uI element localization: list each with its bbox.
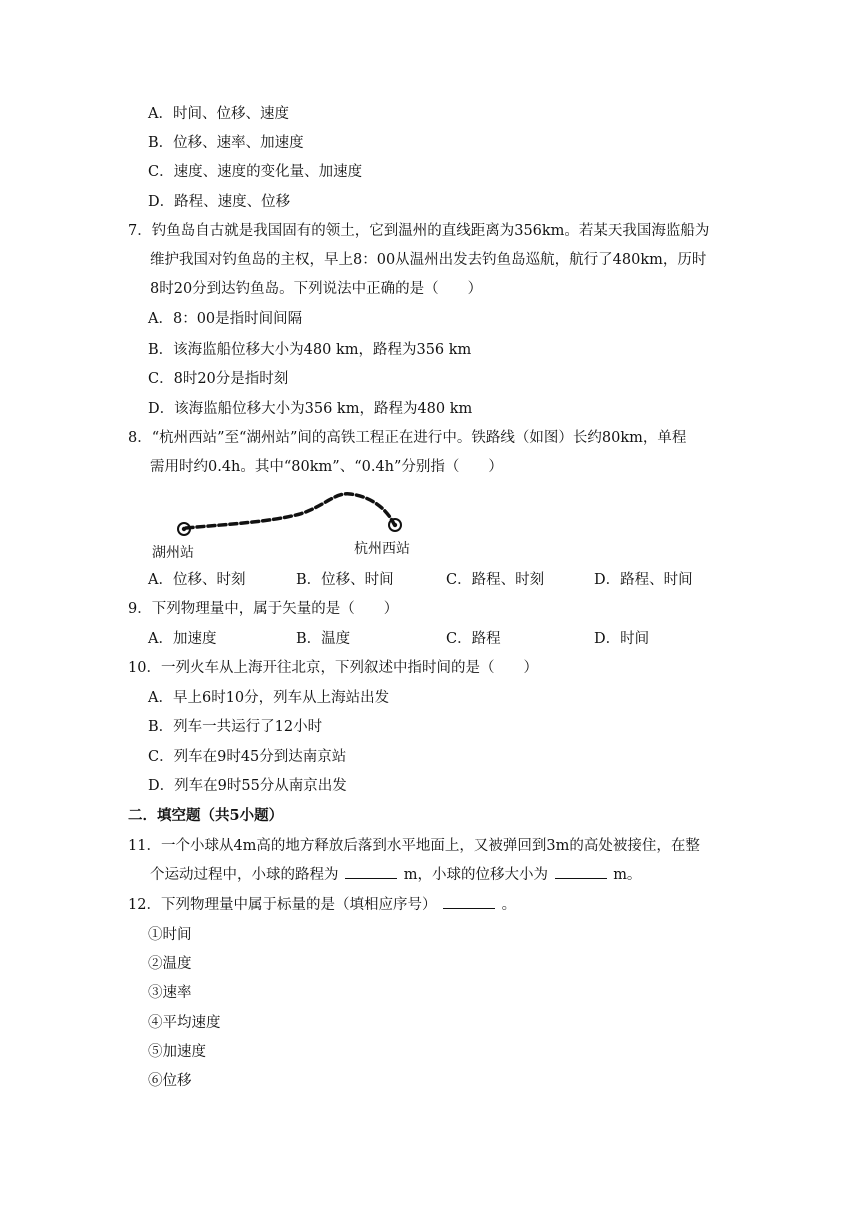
q7-option-c: C．8时20分是指时刻	[148, 371, 289, 387]
section-fill-in-title: 二．填空题（共5小题）	[128, 807, 284, 824]
q8-stem-line1: 8．“杭州西站”至“湖州站”间的高铁工程正在进行中。铁路线（如图）长约80km，单程	[128, 430, 687, 446]
q9-option-c: C．路程	[446, 631, 501, 647]
q8-option-b: B．位移、时间	[296, 572, 394, 588]
q12-text-a: 12．下列物理量中属于标量的是（填相应序号）	[128, 897, 437, 913]
q10-option-b: B．列车一共运行了12小时	[148, 719, 323, 735]
q7-stem-line3: 8时20分到达钓鱼岛。下列说法中正确的是（ ）	[150, 281, 483, 297]
q6-option-c: C．速度、速度的变化量、加速度	[148, 164, 363, 180]
q7-stem-line2: 维护我国对钓鱼岛的主权，早上8：00从温州出发去钓鱼岛巡航，航行了480km，历时	[150, 252, 707, 268]
q6-option-a: A．时间、位移、速度	[148, 106, 289, 122]
q7-option-b: B．该海监船位移大小为480 km，路程为356 km	[148, 342, 472, 358]
q11-text-b: m，小球的位移大小为	[403, 867, 548, 883]
q12-item-5: ⑤加速度	[148, 1044, 206, 1060]
q12-item-6: ⑥位移	[148, 1073, 192, 1089]
q12-text-b: 。	[501, 897, 517, 913]
hangzhou-west-station-label: 杭州西站	[354, 541, 410, 557]
q8-option-c: C．路程、时刻	[446, 572, 545, 588]
q11-stem-line2	[150, 864, 641, 885]
q12-item-1: ①时间	[148, 927, 192, 943]
q11-blank-displacement[interactable]	[555, 864, 607, 879]
q6-option-b: B．位移、速率、加速度	[148, 135, 304, 151]
q11-text-a: 个运动过程中，小球的路程为	[150, 867, 339, 883]
q12-stem	[128, 894, 516, 915]
q8-stem-line2: 需用时约0.4h。其中“80km”、“0.4h”分别指（ ）	[150, 459, 503, 475]
q9-option-b: B．温度	[296, 631, 351, 647]
q9-stem: 9．下列物理量中，属于矢量的是（ ）	[128, 601, 399, 617]
q11-text-c: m。	[613, 867, 642, 883]
hangzhou-west-station-marker	[389, 519, 401, 531]
q12-item-4: ④平均速度	[148, 1015, 221, 1031]
q9-option-a: A．加速度	[148, 631, 217, 647]
q11-blank-path[interactable]	[345, 864, 397, 879]
q8-option-d: D．路程、时间	[594, 572, 693, 588]
q10-option-c: C．列车在9时45分到达南京站	[148, 749, 347, 765]
railway-route-line	[186, 494, 394, 528]
q12-item-2: ②温度	[148, 956, 192, 972]
q11-stem-line1: 11．一个小球从4m高的地方释放后落到水平地面上，又被弹回到3m的高处被接住，在整	[128, 838, 700, 854]
q9-option-d: D．时间	[594, 631, 650, 647]
q7-option-a: A．8：00是指时间间隔	[148, 311, 303, 327]
q10-option-a: A．早上6时10分，列车从上海站出发	[148, 690, 390, 706]
q10-stem: 10．一列火车从上海开往北京，下列叙述中指时间的是（ ）	[128, 660, 538, 676]
q8-option-a: A．位移、时刻	[148, 572, 246, 588]
q7-stem-line1: 7．钓鱼岛自古就是我国固有的领土，它到温州的直线距离为356km。若某天我国海监船为	[128, 223, 710, 239]
huzhou-station-label: 湖州站	[152, 545, 194, 561]
q12-blank-answer[interactable]	[443, 894, 495, 909]
q12-item-3: ③速率	[148, 985, 192, 1001]
railway-diagram	[150, 484, 430, 564]
q6-option-d: D．路程、速度、位移	[148, 194, 291, 210]
q7-option-d: D．该海监船位移大小为356 km，路程为480 km	[148, 401, 473, 417]
q10-option-d: D．列车在9时55分从南京出发	[148, 778, 347, 794]
